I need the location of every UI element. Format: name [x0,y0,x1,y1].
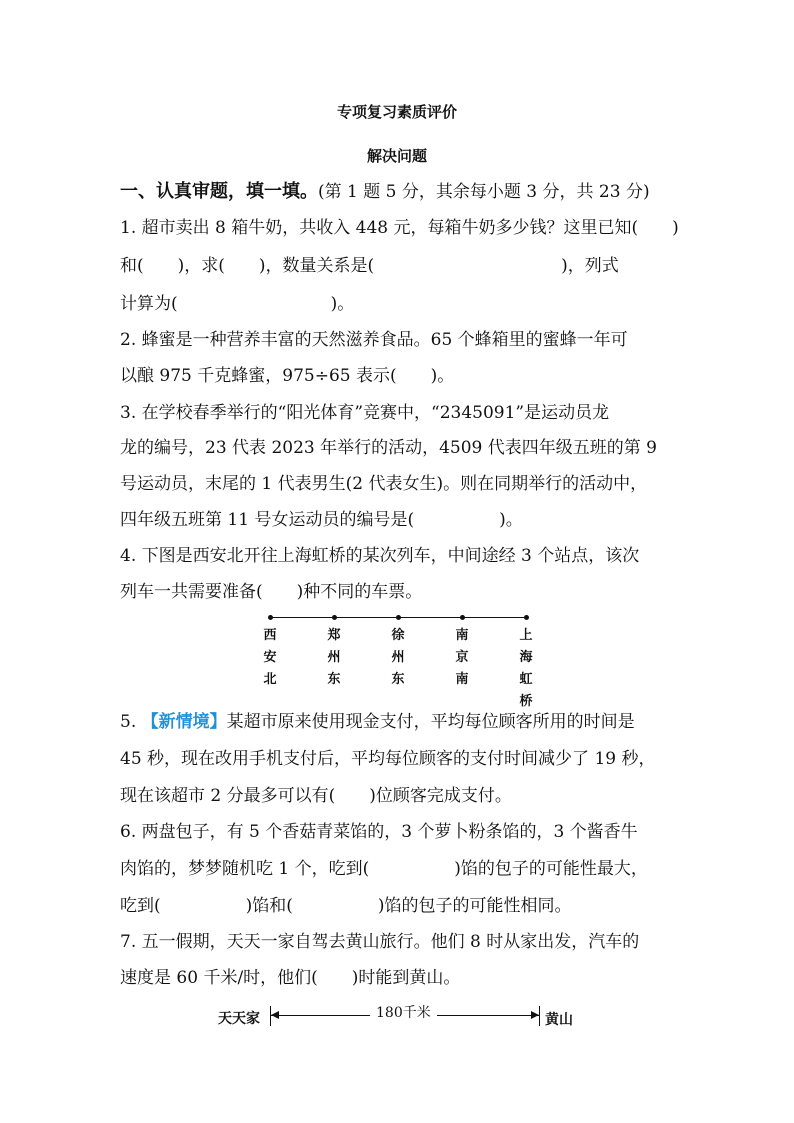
q4-line-2: 列车一共需要准备( )种不同的车票。 [120,582,423,602]
station-dot [524,615,529,620]
station-dot [396,615,401,620]
q5-line-3: 现在该超市 2 分最多可以有( )位顾客完成支付。 [120,786,512,806]
q2-line-1: 2. 蜂蜜是一种营养丰富的天然滋养食品。65 个蜂箱里的蜜蜂一年可 [120,330,628,350]
station-zhengzhou-dong: 郑 州 东 [327,628,341,687]
q5-line-1 [120,712,635,732]
station-shanghai-hongqiao: 上 海 虹 桥 [519,628,533,709]
route-end-label: 黄山 [545,1012,573,1028]
q6-line-2: 肉馅的，梦梦随机吃 1 个，吃到( )馅的包子的可能性最大， [120,859,648,879]
q6-line-1: 6. 两盘包子，有 5 个香菇青菜馅的，3 个萝卜粉条馅的，3 个酱香牛 [120,822,638,842]
q6-line-3: 吃到( )馅和( )馅的包子的可能性相同。 [120,896,572,916]
page-title: 专项复习素质评价 [336,103,457,121]
station-dot [268,615,273,620]
q3-line-4: 四年级五班第 11 号女运动员的编号是( )。 [120,510,523,530]
q3-line-1: 3. 在学校春季举行的“阳光体育”竞赛中，“2345091”是运动员龙 [120,403,610,423]
q1-line-2: 和( )，求( )，数量关系是( )，列式 [120,256,619,276]
station-dot [332,615,337,620]
q1-line-1: 1. 超市卖出 8 箱牛奶，共收入 448 元，每箱牛奶多少钱？这里已知( ) [120,218,679,238]
q7-line-2: 速度是 60 千米/时，他们( )时能到黄山。 [120,968,461,988]
page-subtitle: 解决问题 [366,147,427,165]
q5-line-2: 45 秒，现在改用手机支付后，平均每位顾客的支付时间减少了 19 秒， [120,749,656,769]
distance-label: 180千米 [370,1003,437,1023]
station-xuzhou-dong: 徐 州 东 [391,628,405,687]
end-tick [539,1006,540,1026]
right-arrow-icon [531,1011,539,1019]
q3-line-2: 龙的编号，23 代表 2023 年举行的活动，4509 代表四年级五班的第 9 [120,438,657,458]
q3-line-3: 号运动员，末尾的 1 代表男生(2 代表女生)。则在同期举行的活动中， [120,474,648,494]
left-arrow-icon [271,1011,279,1019]
section-title: 一、认真审题，填一填。 [120,181,318,202]
q4-line-1: 4. 下图是西安北开往上海虹桥的某次列车，中间途经 3 个站点，该次 [120,546,640,566]
q1-line-3: 计算为( )。 [120,294,355,314]
q7-line-1: 7. 五一假期，天天一家自驾去黄山旅行。他们 8 时从家出发，汽车的 [120,932,640,952]
section-heading [120,182,650,202]
section-score-note: (第 1 题 5 分，其余每小题 3 分，共 23 分) [318,182,650,202]
station-xian-bei: 西 安 北 [263,628,277,687]
q5-number: 5. [120,712,142,732]
q5-text: 某超市原来使用现金支付，平均每位顾客所用的时间是 [226,712,635,732]
station-dot [460,615,465,620]
route-start-label: 天天家 [218,1011,260,1027]
station-nanjing-nan: 南 京 南 [455,628,469,687]
new-context-tag: 【新情境】 [141,712,227,732]
q2-line-2: 以酿 975 千克蜂蜜，975÷65 表示( )。 [120,366,455,386]
